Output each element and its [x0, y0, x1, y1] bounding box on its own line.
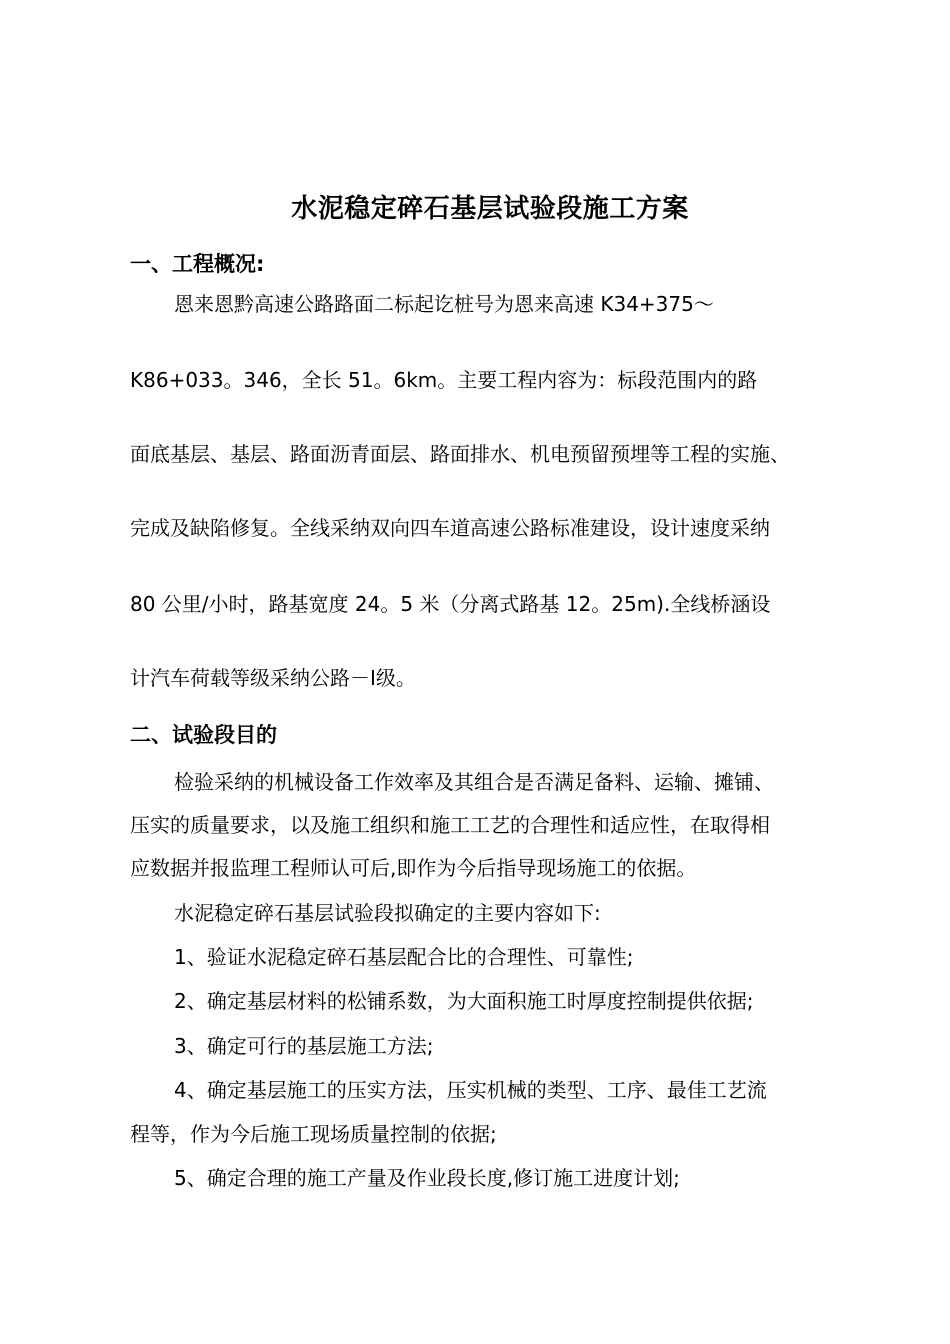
paragraph-line: 应数据并报监理工程师认可后,即作为今后指导现场施工的依据。	[130, 856, 697, 880]
section-heading-purpose: 二、试验段目的	[130, 723, 277, 747]
document-title: 水泥稳定碎石基层试验段施工方案	[291, 194, 689, 224]
section-heading-overview: 一、工程概况:	[130, 252, 265, 276]
list-item: 1、验证水泥稳定碎石基层配合比的合理性、可靠性;	[174, 945, 634, 969]
list-item: 3、确定可行的基层施工方法;	[174, 1034, 434, 1058]
paragraph-line: 80 公里/小时，路基宽度 24。5 米（分离式路基 12。25m).全线桥涵设	[130, 592, 771, 616]
paragraph-line: 面底基层、基层、路面沥青面层、路面排水、机电预留预埋等工程的实施、	[130, 442, 790, 466]
list-item: 5、确定合理的施工产量及作业段长度,修订施工进度计划;	[174, 1166, 680, 1190]
paragraph-line: 完成及缺陷修复。全线采纳双向四车道高速公路标准建设，设计速度采纳	[130, 516, 770, 540]
list-item: 4、确定基层施工的压实方法，压实机械的类型、工序、最佳工艺流	[174, 1078, 767, 1102]
paragraph-line: 计汽车荷载等级采纳公路－Ⅰ级。	[130, 666, 416, 690]
paragraph-line: 压实的质量要求，以及施工组织和施工工艺的合理性和适应性，在取得相	[130, 813, 770, 837]
paragraph-line: 水泥稳定碎石基层试验段拟确定的主要内容如下:	[174, 901, 601, 925]
list-item-continuation: 程等，作为今后施工现场质量控制的依据;	[130, 1122, 497, 1146]
paragraph-line: 检验采纳的机械设备工作效率及其组合是否满足备料、运输、摊铺、	[174, 770, 774, 794]
paragraph-line: K86+033。346，全长 51。6km。主要工程内容为：标段范围内的路	[130, 368, 758, 392]
paragraph-line: 恩来恩黔高速公路路面二标起讫桩号为恩来高速 K34+375～	[174, 292, 714, 316]
list-item: 2、确定基层材料的松铺系数，为大面积施工时厚度控制提供依据;	[174, 989, 754, 1013]
